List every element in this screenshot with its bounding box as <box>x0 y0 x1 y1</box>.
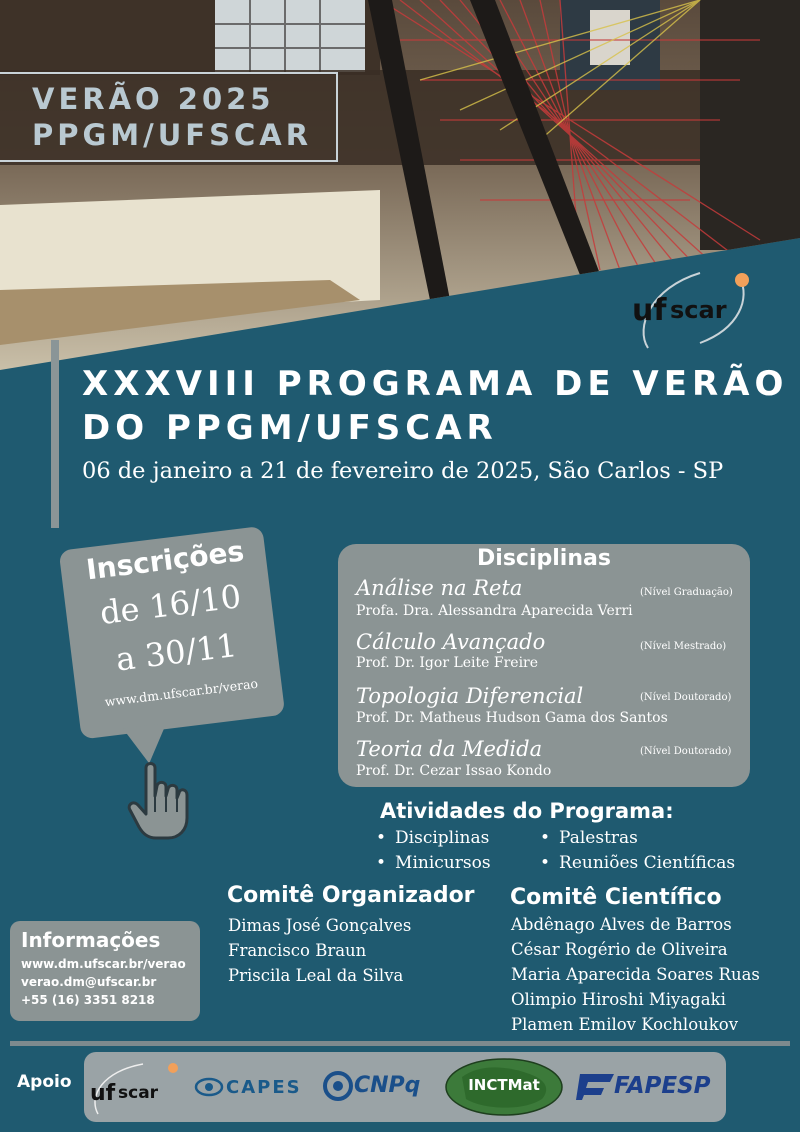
ufscar-sponsor-logo <box>88 1056 188 1118</box>
event-dates: 06 de janeiro a 21 de fevereiro de 2025, São Carlos - SP <box>82 458 724 484</box>
committee-member: Olimpio Hiroshi Miyagaki <box>511 990 726 1009</box>
committee-member: Dimas José Gonçalves <box>228 916 412 935</box>
registration-title: Inscrições <box>84 534 246 587</box>
course-level: (Nível Doutorado) <box>640 692 732 703</box>
ufscar-logo-uf: uf <box>632 293 667 328</box>
registration-url[interactable]: www.dm.ufscar.br/verao <box>103 675 259 710</box>
course-level: (Nível Graduação) <box>640 587 733 598</box>
course-professor: Prof. Dr. Cezar Issao Kondo <box>356 763 552 779</box>
course-name: Cálculo Avançado <box>356 630 546 654</box>
info-website-link[interactable]: www.dm.ufscar.br/verao <box>21 957 186 971</box>
course-professor: Profa. Dra. Alessandra Aparecida Verri <box>356 603 633 619</box>
header-line-1: VERÃO 2025 <box>32 82 275 116</box>
inctmat-logo: INCTMat <box>468 1076 540 1094</box>
activity-item: • Reuniões Científicas <box>540 853 735 873</box>
registration-dates-1: de 16/10 <box>97 577 244 633</box>
cnpq-logo: CNPq <box>354 1073 421 1098</box>
title-line-2: DO PPGM/UFSCAR <box>82 408 498 448</box>
committee-member: Priscila Leal da Silva <box>228 966 404 985</box>
header-line-2: PPGM/UFSCAR <box>32 118 313 152</box>
organizing-committee-heading: Comitê Organizador <box>227 883 475 908</box>
course-name: Teoria da Medida <box>356 737 543 761</box>
scientific-committee-heading: Comitê Científico <box>510 885 722 910</box>
cnpq-icon <box>322 1070 354 1102</box>
course-level: (Nível Mestrado) <box>640 641 727 652</box>
course-professor: Prof. Dr. Matheus Hudson Gama dos Santos <box>356 710 668 726</box>
course-level: (Nível Doutorado) <box>640 746 732 757</box>
ufscar-sponsor-scar: scar <box>118 1083 159 1103</box>
activity-item: • Palestras <box>540 828 638 848</box>
activity-item: • Disciplinas <box>376 828 489 848</box>
registration-dates-2: a 30/11 <box>113 626 239 679</box>
course-name: Análise na Reta <box>356 576 523 600</box>
fapesp-logo: FAPESP <box>614 1073 711 1099</box>
fapesp-icon <box>576 1070 616 1100</box>
course-name: Topologia Diferencial <box>356 684 584 708</box>
committee-member: Maria Aparecida Soares Ruas <box>511 965 760 984</box>
accent-bar <box>51 340 59 528</box>
activities-heading: Atividades do Programa: <box>380 799 674 823</box>
title-line-1: XXXVIII PROGRAMA DE VERÃO <box>82 364 789 404</box>
ufscar-sponsor-uf: uf <box>90 1081 116 1106</box>
info-phone: +55 (16) 3351 8218 <box>21 993 155 1007</box>
committee-member: Plamen Emilov Kochloukov <box>511 1015 739 1034</box>
committee-member: César Rogério de Oliveira <box>511 940 728 959</box>
activity-item: • Minicursos <box>376 853 491 873</box>
ufscar-logo-scar: scar <box>670 296 727 324</box>
courses-heading: Disciplinas <box>477 546 611 571</box>
capes-eye-icon <box>194 1076 224 1098</box>
info-heading: Informações <box>21 928 161 952</box>
committee-member: Francisco Braun <box>228 941 367 960</box>
ufscar-logo <box>630 258 760 358</box>
pointer-hand-icon <box>124 760 194 840</box>
course-professor: Prof. Dr. Igor Leite Freire <box>356 655 539 671</box>
divider <box>10 1041 790 1046</box>
info-email-link[interactable]: verao.dm@ufscar.br <box>21 975 157 989</box>
support-label: Apoio <box>17 1072 72 1092</box>
committee-member: Abdênago Alves de Barros <box>511 915 732 934</box>
capes-logo: CAPES <box>226 1077 302 1098</box>
